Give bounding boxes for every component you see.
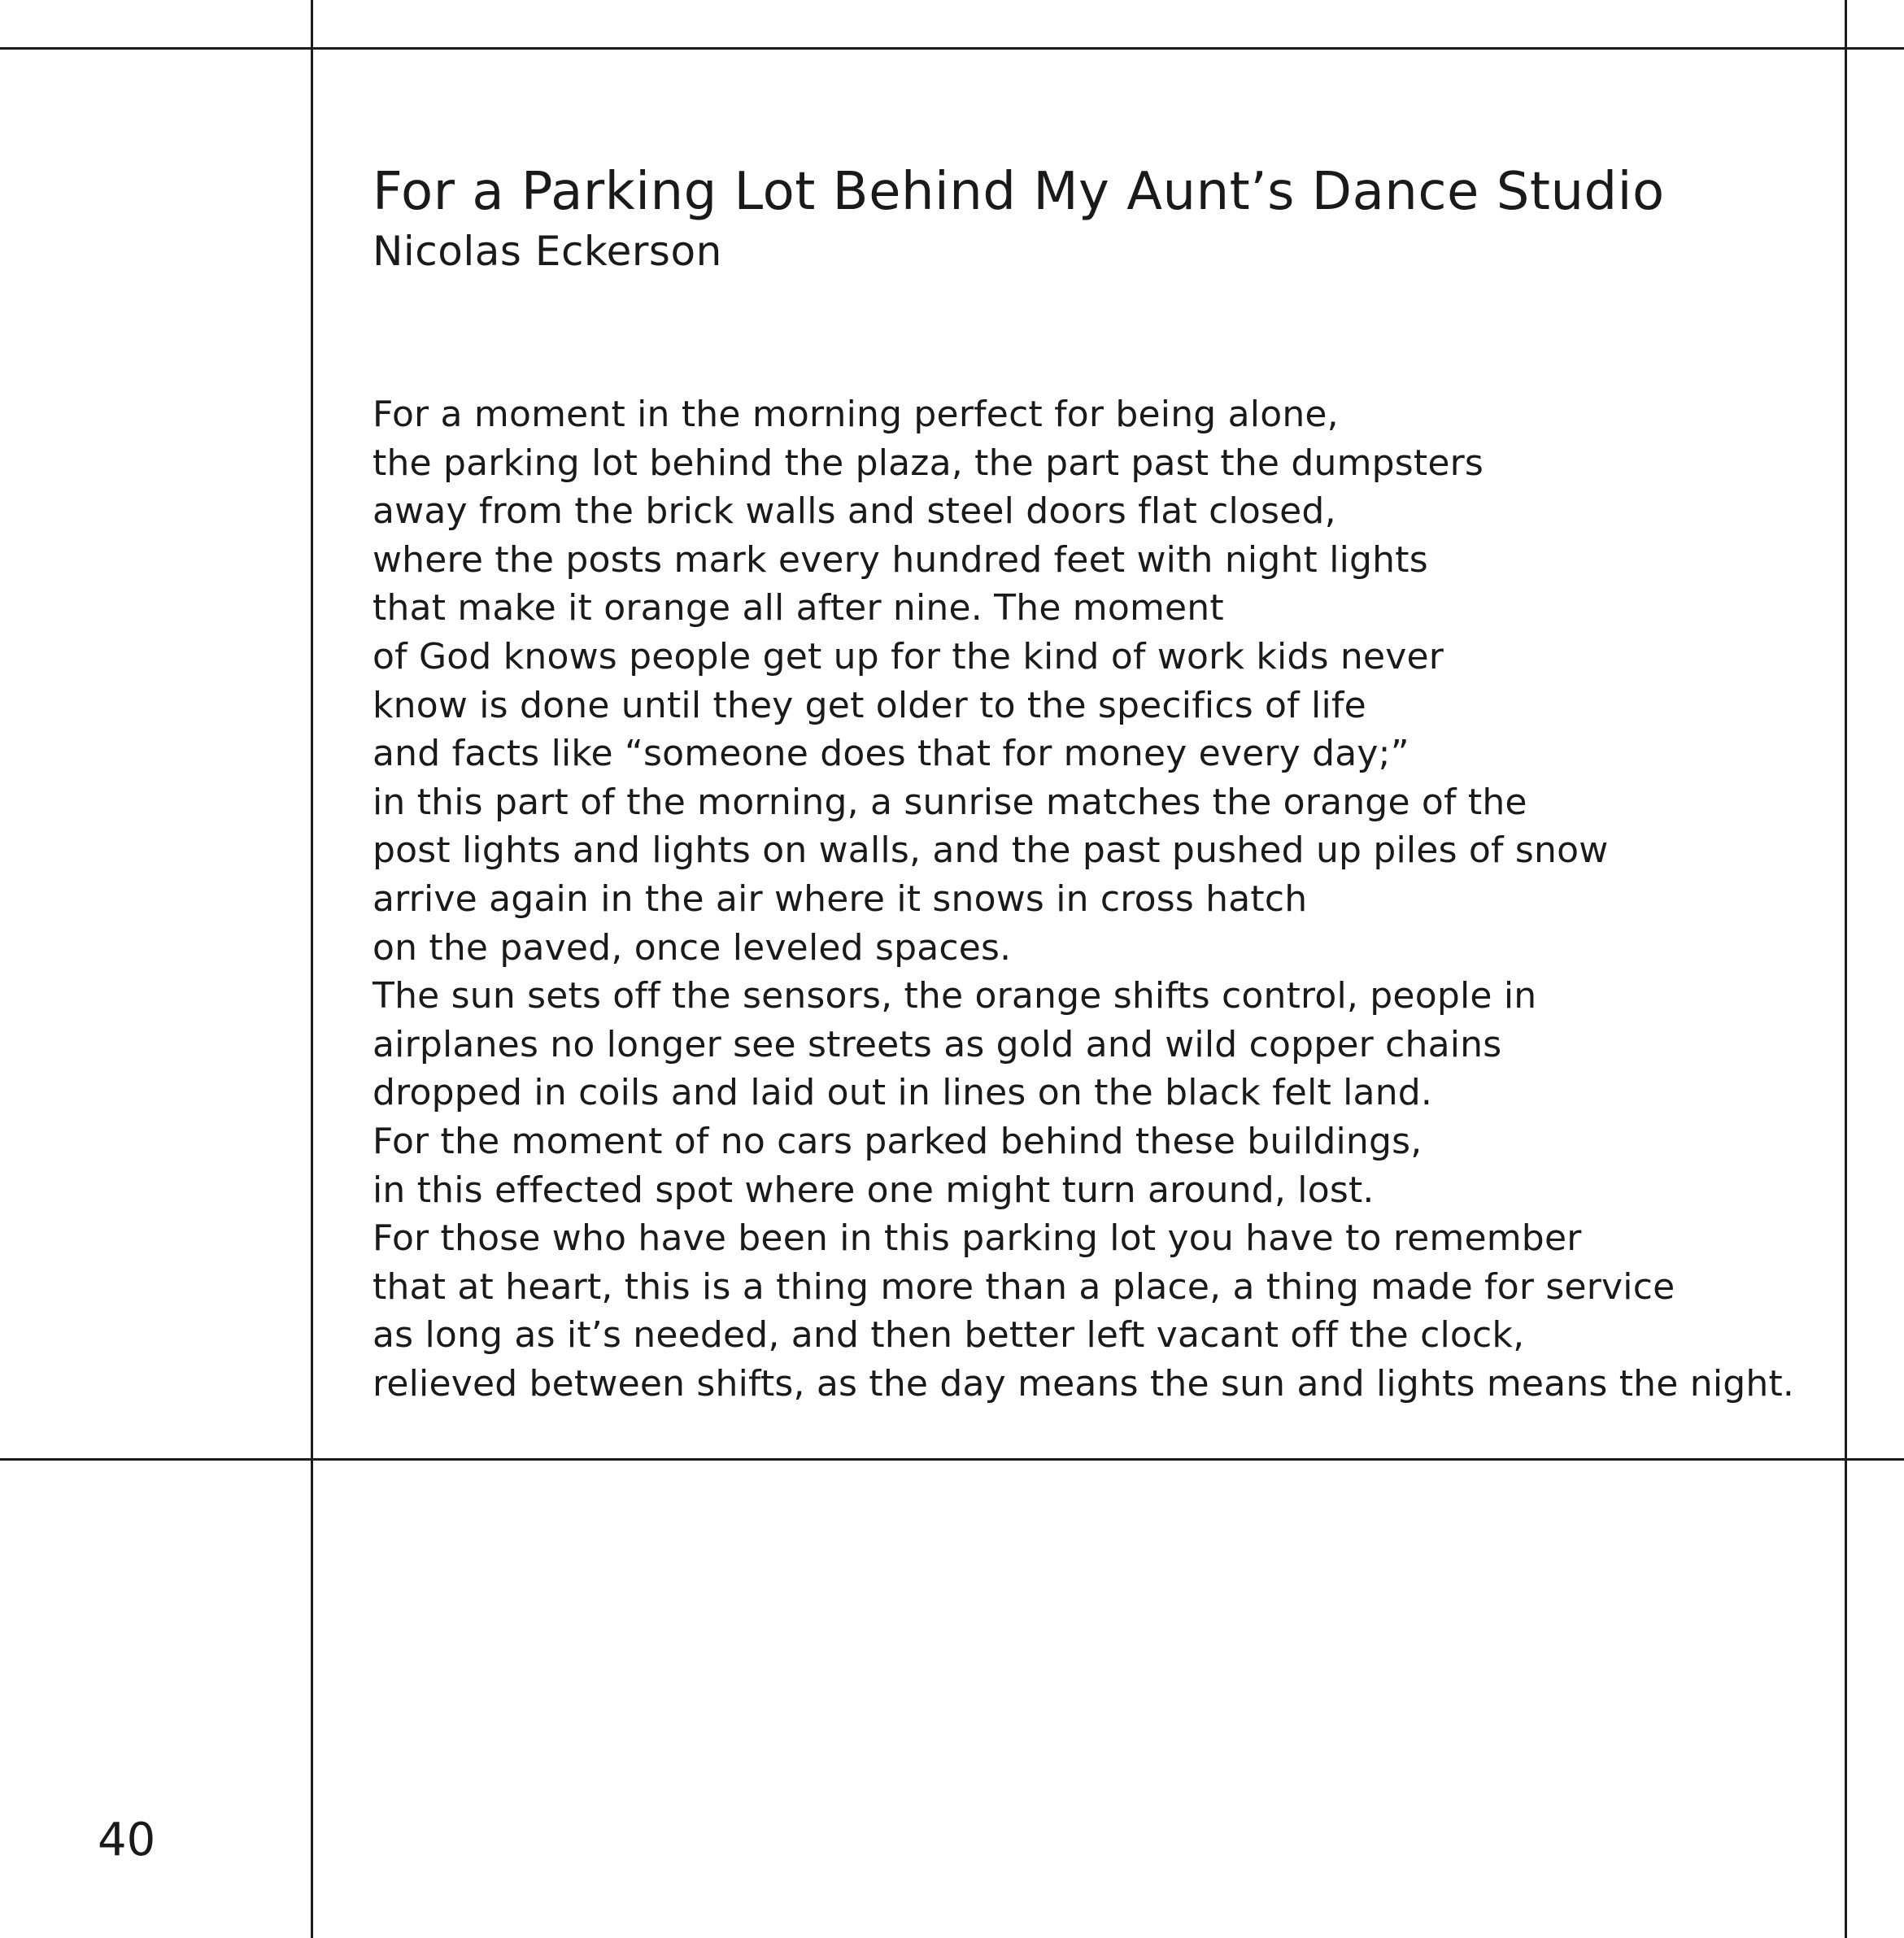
poem-line: and facts like “someone does that for money every day;”: [373, 733, 1409, 775]
poem-line: dropped in coils and laid out in lines on the black felt land.: [373, 1072, 1433, 1114]
poem-line: on the paved, once leveled spaces.: [373, 926, 1012, 969]
poem-body: [373, 390, 1794, 1408]
poem-line: post lights and lights on walls, and the past pushed up piles of snow: [373, 830, 1609, 872]
page-number: 40: [98, 1814, 156, 1866]
poem-line: in this effected spot where one might turn around, lost.: [373, 1169, 1375, 1211]
poem-title: For a Parking Lot Behind My Aunt’s Dance Studio: [373, 162, 1665, 222]
poem-line: the parking lot behind the plaza, the part past the dumpsters: [373, 442, 1484, 484]
poem-line: where the posts mark every hundred feet with night lights: [373, 538, 1428, 581]
poem-line: that make it orange all after nine. The moment: [373, 587, 1224, 629]
poem-line: in this part of the morning, a sunrise matches the orange of the: [373, 781, 1527, 823]
poem-line: For those who have been in this parking lot you have to remember: [373, 1217, 1582, 1260]
poem-line: that at heart, this is a thing more than a place, a thing made for service: [373, 1265, 1675, 1308]
left-vertical-rule: [311, 0, 313, 1938]
poem-line: of God knows people get up for the kind of work kids never: [373, 635, 1444, 677]
right-vertical-rule: [1845, 0, 1847, 1938]
poem-line: away from the brick walls and steel doors flat closed,: [373, 490, 1336, 533]
poem-line: as long as it’s needed, and then better left vacant off the clock,: [373, 1314, 1525, 1357]
poem-line: arrive again in the air where it snows in cross hatch: [373, 878, 1308, 920]
poem-line: know is done until they get older to the specifics of life: [373, 684, 1366, 726]
poem-line: relieved between shifts, as the day means the sun and lights means the night.: [373, 1362, 1795, 1405]
poem-line: The sun sets off the sensors, the orange shifts control, people in: [373, 975, 1537, 1017]
poem-author: Nicolas Eckerson: [373, 228, 722, 275]
poem-line: For a moment in the morning perfect for being alone,: [373, 394, 1339, 435]
poem-line: airplanes no longer see streets as gold and wild copper chains: [373, 1023, 1502, 1065]
top-horizontal-rule: [0, 47, 1904, 50]
middle-horizontal-rule: [0, 1458, 1904, 1461]
poem-line: For the moment of no cars parked behind these buildings,: [373, 1120, 1423, 1162]
